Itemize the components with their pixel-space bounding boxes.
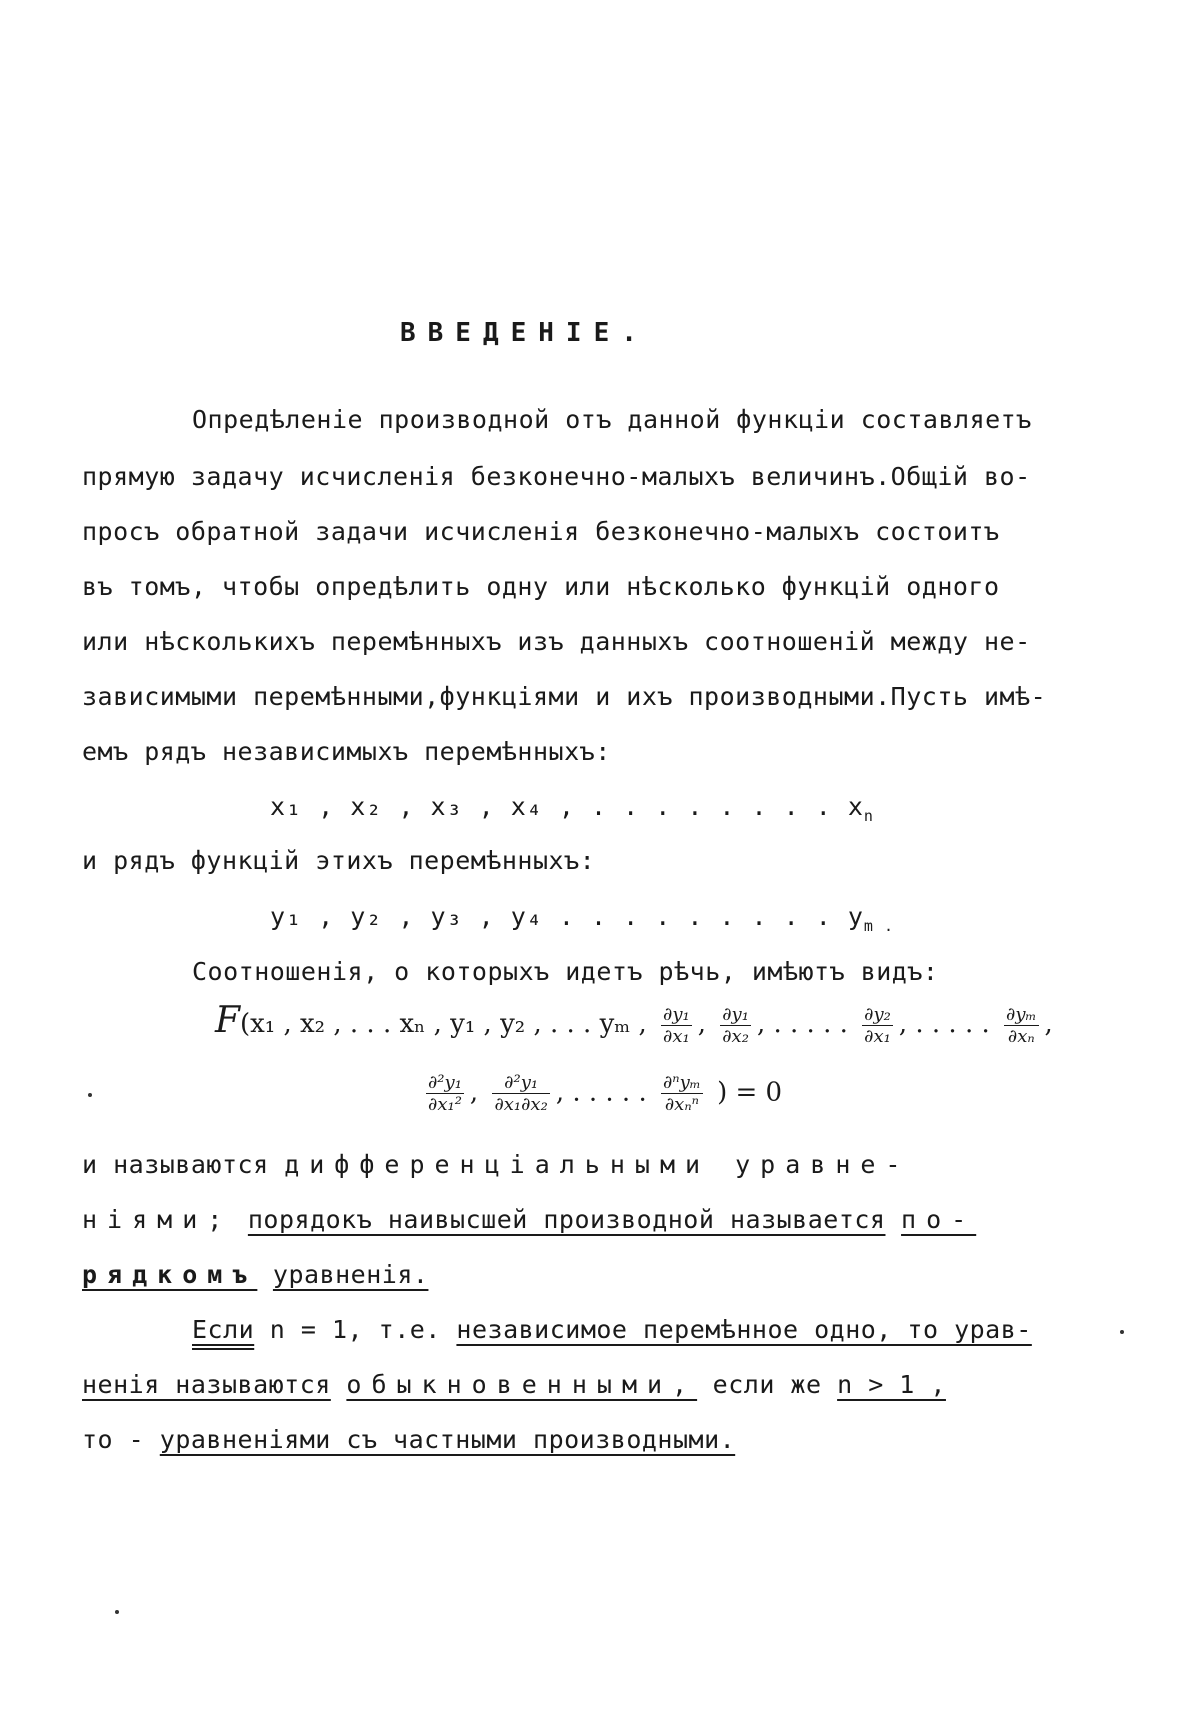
- paragraph-line-4: въ томъ, чтобы опредѣлить одну или нѣсколько функцій одного: [82, 572, 1000, 601]
- margin-dot: [88, 1093, 92, 1097]
- function-symbol: F: [215, 1000, 240, 1041]
- functions-intro-line: и рядъ функцій этихъ перемѣнныхъ:: [82, 846, 596, 875]
- term-differential: дифференціальными уравне-: [284, 1150, 911, 1179]
- named-line-3: [82, 1260, 428, 1289]
- y-function-sequence: [270, 902, 894, 935]
- x-sequence-text: x₁ , x₂ , x₃ , x₄ , . . . . . . . . x: [270, 792, 864, 821]
- order-definition: порядокъ наивысшей производной называется: [247, 1205, 886, 1234]
- term-equations: ніями;: [82, 1205, 233, 1234]
- partial-line: то - уравненіями съ частными производными.: [82, 1425, 736, 1454]
- derivative-2: $\frac{\text{∂y₁}}{\text{∂x₂}}$: [722, 1003, 749, 1047]
- derivative-4: $\frac{\text{∂yₘ}}{\text{∂xₙ}}$: [1006, 1003, 1037, 1047]
- term-order-part-1: по-: [901, 1205, 977, 1234]
- differential-equation-line-1: F(x₁ , x₂ , . . . xₙ , y₁ , y₂ , . . . yₘ , $\frac{\text{∂y₁}}{\text{∂x₁}}$ , $\frac{\text{∂y₁}}{\text{∂x₂}}$ , . . . . . $\frac{\text{∂y₂}}{\text{∂x₁}}$ , . . . . . $\frac{\text{∂yₘ}}{\text{∂xₙ}}$ ,: [215, 1000, 1053, 1047]
- term-ordinary: обыкновенными,: [346, 1370, 698, 1399]
- paragraph-line-3: просъ обратной задачи исчисленія безконечно-малыхъ состоитъ: [82, 517, 1000, 546]
- relations-intro-line: Соотношенія, о которыхъ идетъ рѣчь, имѣютъ видъ:: [192, 957, 939, 986]
- formula-tail: ) = 0: [717, 1077, 783, 1108]
- word-if: Если: [192, 1315, 255, 1344]
- document-title: ВВЕДЕНІЕ.: [400, 318, 649, 348]
- derivative-3: $\frac{\text{∂y₂}}{\text{∂x₁}}$: [864, 1003, 891, 1047]
- single-variable-clause: независимое перемѣнное одно, то урав-: [456, 1315, 1032, 1344]
- formula-args: (x₁ , x₂ , . . . xₙ , y₁ , y₂ , . . . yₘ ,: [239, 1009, 647, 1039]
- paragraph-line-5: или нѣсколькихъ перемѣнныхъ изъ данныхъ соотношеній между не-: [82, 627, 1031, 656]
- named-line-2: [82, 1205, 976, 1234]
- y-sequence-sub: m .: [863, 917, 894, 935]
- paragraph-line-2: прямую задачу исчисленія безконечно-малыхъ величинъ.Общій во-: [82, 462, 1031, 491]
- ordinary-line-2: ненія называются обыкновенными, если же n > 1 ,: [82, 1370, 946, 1399]
- second-derivative-1: $\frac{\text{∂²y₁}}{\text{∂x₁²}}$: [428, 1072, 462, 1115]
- y-sequence-text: y₁ , y₂ , y₃ , y₄ . . . . . . . . . y: [270, 902, 864, 931]
- second-derivative-2: $\frac{\text{∂²y₁}}{\text{∂x₁∂x₂}}$: [494, 1072, 548, 1115]
- margin-dot: [1120, 1330, 1124, 1334]
- paragraph-line-1: Опредѣленіе производной отъ данной функціи составляетъ: [192, 405, 1032, 434]
- term-partial-derivatives: уравненіями съ частными производными.: [159, 1425, 736, 1454]
- condition-n-greater-1: n > 1 ,: [837, 1370, 946, 1399]
- x-sequence-sub: n: [863, 807, 874, 825]
- nth-derivative: $\frac{\text{∂ⁿyₘ}}{\text{∂xₙⁿ}}$: [663, 1072, 701, 1115]
- x-variable-sequence: [270, 792, 874, 825]
- differential-equation-line-2: $\frac{\text{∂²y₁}}{\text{∂x₁²}}$ , $\frac{\text{∂²y₁}}{\text{∂x₁∂x₂}}$ , . . . . . $\frac{\text{∂ⁿyₘ}}{\text{∂xₙⁿ}}$ ) = 0: [428, 1072, 783, 1115]
- named-line-1: и называются дифференціальными уравне-: [82, 1150, 911, 1179]
- ordinary-line-1: Если n = 1, т.е. независимое перемѣнное одно, то урав-: [192, 1315, 1032, 1344]
- paragraph-line-7: емъ рядъ независимыхъ перемѣнныхъ:: [82, 737, 611, 766]
- margin-dot: [115, 1610, 119, 1614]
- paragraph-line-6: зависимыми перемѣнными,функціями и ихъ производными.Пусть имѣ-: [82, 682, 1047, 711]
- derivative-1: $\frac{\text{∂y₁}}{\text{∂x₁}}$: [663, 1003, 690, 1047]
- term-order-part-2: рядкомъ: [82, 1260, 258, 1289]
- word-equation: уравненія.: [272, 1260, 429, 1289]
